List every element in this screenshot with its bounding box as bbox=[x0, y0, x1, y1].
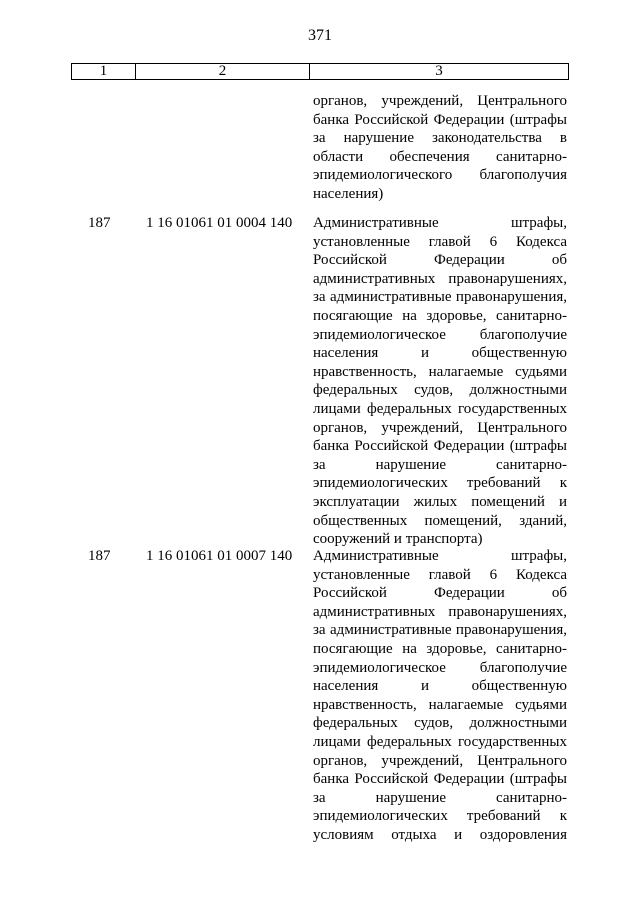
description-line: эпидемиологических требований к bbox=[313, 808, 567, 825]
description-line: органов, учреждений, Центрального bbox=[313, 93, 567, 109]
description-line: федеральных судов, должностными bbox=[313, 382, 567, 399]
description-line: банка Российской Федерации (штрафы bbox=[313, 111, 567, 128]
description-line: населения) bbox=[313, 185, 384, 202]
description-line: банка Российской Федерации (штрафы bbox=[313, 438, 567, 455]
page-number: 371 bbox=[308, 27, 332, 44]
budget-code: 1 16 01061 01 0007 140 bbox=[146, 548, 293, 564]
budget-code: 1 16 01061 01 0004 140 bbox=[146, 215, 293, 231]
description-line: за нарушение санитарно- bbox=[313, 789, 567, 806]
description-line: административных правонарушениях, bbox=[313, 603, 567, 620]
description-line: лицами федеральных государственных bbox=[313, 733, 567, 750]
description-line: за нарушение санитарно- bbox=[313, 456, 567, 473]
description-line: установленные главой 6 Кодекса bbox=[313, 233, 567, 250]
header-col-3: 3 bbox=[435, 63, 443, 79]
description-line: органов, учреждений, Центрального bbox=[313, 419, 567, 436]
description-line: органов, учреждений, Центрального bbox=[313, 752, 567, 769]
description-line: посягающие на здоровье, санитарно- bbox=[313, 640, 567, 657]
description-cell bbox=[313, 214, 567, 549]
description-line: области обеспечения санитарно- bbox=[313, 148, 567, 165]
description-line: населения и общественную bbox=[313, 678, 567, 695]
description-line: эпидемиологическое благополучие bbox=[313, 659, 567, 676]
row-number: 187 bbox=[88, 215, 111, 231]
description-line: Российской Федерации об bbox=[313, 585, 567, 602]
description-line: Российской Федерации об bbox=[313, 252, 567, 269]
description-line: административных правонарушениях, bbox=[313, 270, 567, 287]
row-number: 187 bbox=[88, 548, 111, 564]
description-line: установленные главой 6 Кодекса bbox=[313, 566, 567, 583]
description-line: сооружений и транспорта) bbox=[313, 531, 483, 548]
description-line: эксплуатации жилых помещений и bbox=[313, 493, 567, 510]
description-line: банка Российской Федерации (штрафы bbox=[313, 771, 567, 788]
description-line: за административные правонарушения, bbox=[313, 622, 567, 639]
description-line: за административные правонарушения, bbox=[313, 289, 567, 306]
description-line: эпидемиологических требований к bbox=[313, 475, 567, 492]
description-line: посягающие на здоровье, санитарно- bbox=[313, 307, 567, 324]
description-line: Административные штрафы, bbox=[313, 215, 567, 231]
table-header bbox=[71, 63, 569, 80]
description-line: условиям отдыха и оздоровления bbox=[313, 826, 567, 843]
header-col-2: 2 bbox=[136, 64, 310, 79]
description-line: Административные штрафы, bbox=[313, 548, 567, 564]
header-col-1: 1 bbox=[72, 64, 136, 79]
description-line: эпидемиологическое благополучие bbox=[313, 326, 567, 343]
description-line: нравственность, налагаемые судьями bbox=[313, 363, 567, 380]
description-cell bbox=[313, 547, 567, 845]
description-line: федеральных судов, должностными bbox=[313, 715, 567, 732]
description-line: общественных помещений, зданий, bbox=[313, 512, 567, 529]
description-line: лицами федеральных государственных bbox=[313, 400, 567, 417]
description-line: за нарушение законодательства в bbox=[313, 130, 567, 147]
description-line: нравственность, налагаемые судьями bbox=[313, 696, 567, 713]
description-line: населения и общественную bbox=[313, 345, 567, 362]
description-cell bbox=[313, 92, 567, 204]
description-line: эпидемиологического благополучия bbox=[313, 167, 567, 184]
